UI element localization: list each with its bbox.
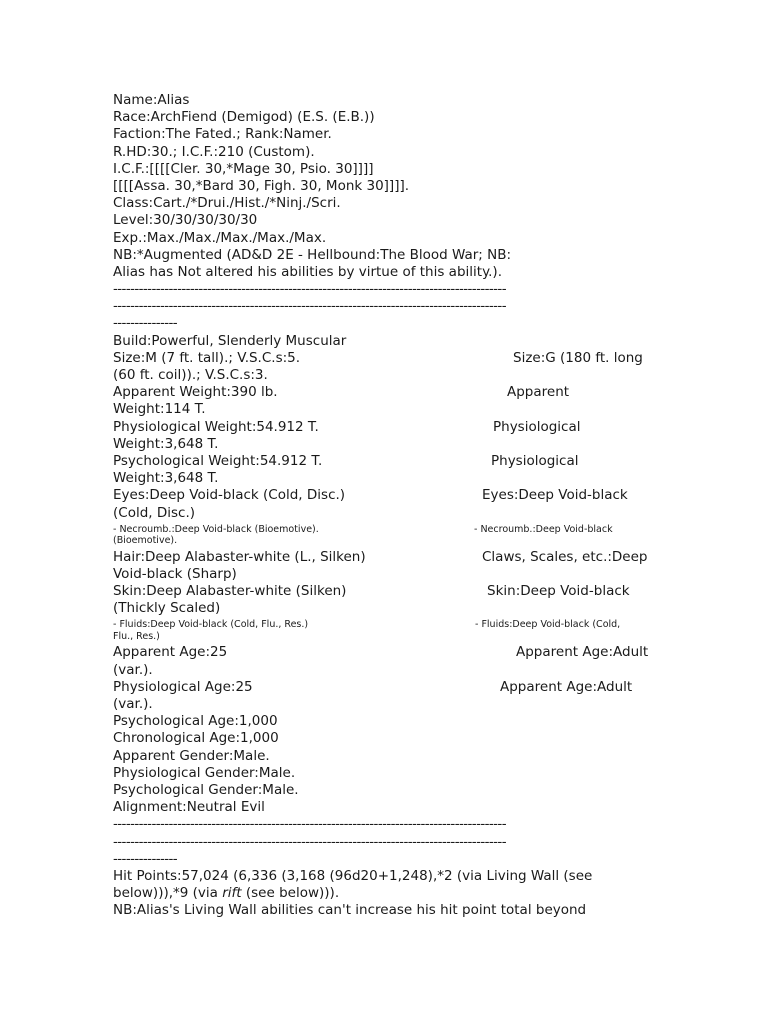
apparent-weight-cont: Weight:114 T. [113,401,206,418]
apparent-age-row [113,644,658,661]
fluids-left: - Fluids:Deep Void-black (Cold, Flu., Res.) [113,619,309,631]
physiological-age-row [113,679,658,696]
eyes-cont: (Cold, Disc.) [113,504,196,521]
eyes-left: Eyes:Deep Void-black (Cold, Disc.) [113,487,346,504]
psychological-gender-line: Psychological Gender:Male. [113,781,299,798]
psychological-weight-row [113,453,658,470]
apparent-age-left: Apparent Age:25 [113,644,228,661]
apparent-age-cont: (var.). [113,661,153,678]
physiological-weight-left: Physiological Weight:54.912 T. [113,418,319,435]
fluids-right: - Fluids:Deep Void-black (Cold, [475,619,621,631]
size-right: Size:G (180 ft. long [513,349,643,366]
skin-left: Skin:Deep Alabaster-white (Silken) [113,583,347,600]
name-line: Name:Alias [113,92,190,108]
hit-points-line-1: Hit Points:57,024 (6,336 (3,168 (96d20+1,248),*2 (via Living Wall (see [113,867,593,884]
physiological-gender-line: Physiological Gender:Male. [113,764,296,781]
physiological-weight-right: Physiological [493,418,581,435]
claws-cont: Void-black (Sharp) [113,565,237,582]
class-line: Class:Cart./*Drui./Hist./*Ninj./Scri. [113,195,341,212]
apparent-age-right: Apparent Age:Adult [516,644,649,661]
physiological-weight-cont: Weight:3,648 T. [113,435,219,452]
rhd-line: R.HD:30.; I.C.F.:210 (Custom). [113,143,315,160]
psychological-weight-left: Psychological Weight:54.912 T. [113,452,323,469]
size-row [113,350,658,367]
necroumb-right: - Necroumb.:Deep Void-black [474,523,613,535]
claws-right: Claws, Scales, etc.:Deep [482,548,648,565]
icf-line-2: [[[[Assa. 30,*Bard 30, Figh. 30, Monk 30]]]]. [113,177,410,194]
exp-line: Exp.:Max./Max./Max./Max./Max. [113,229,327,246]
level-line: Level:30/30/30/30/30 [113,212,258,229]
physiological-age-left: Physiological Age:25 [113,678,253,695]
faction-line: Faction:The Fated.; Rank:Namer. [113,126,332,143]
nb-line-2: Alias has Not altered his abilities by virtue of this ability.). [113,263,502,280]
hit-points-line-3: NB:Alias's Living Wall abilities can't increase his hit point total beyond [113,902,587,919]
fluids-row [113,619,658,631]
hit-points-text: (see below))). [241,885,340,902]
rift-italic: rift [222,885,242,902]
separator-line: -------------------------------------------------------------------------------------------- [113,816,506,833]
icf-line-1: I.C.F.:[[[[Cler. 30,*Mage 30, Psio. 30]]]] [113,160,374,177]
eyes-row [113,487,658,504]
necroumb-row [113,524,658,536]
separator-line: -------------------------------------------------------------------------------------------- [113,281,506,298]
skin-cont: (Thickly Scaled) [113,600,221,617]
chronological-age-line: Chronological Age:1,000 [113,730,279,747]
nb-line-1: NB:*Augmented (AD&D 2E - Hellbound:The Blood War; NB: [113,246,512,263]
physiological-weight-row [113,419,658,436]
hit-points-line-2 [113,885,658,902]
skin-row [113,583,658,600]
fluids-cont [113,631,658,643]
psychological-weight-right: Physiological [491,452,579,469]
physiological-age-cont: (var.). [113,696,153,712]
necroumb-cont-text: (Bioemotive). [113,535,178,547]
physiological-age-right: Apparent Age:Adult [500,678,633,695]
apparent-weight-right: Apparent [507,384,570,401]
psychological-age-line: Psychological Age:1,000 [113,713,278,730]
race-line: Race:ArchFiend (Demigod) (E.S. (E.B.)) [113,109,375,126]
apparent-weight-row [113,384,658,401]
hit-points-text: below))),*9 (via [113,885,223,902]
size-left: Size:M (7 ft. tall).; V.S.C.s:5. [113,349,301,366]
hair-left: Hair:Deep Alabaster-white (L., Silken) [113,548,366,565]
build-line: Build:Powerful, Slenderly Muscular [113,332,347,349]
fluids-cont-text: Flu., Res.) [113,630,160,642]
separator-line: --------------- [113,315,178,332]
skin-right: Skin:Deep Void-black [487,583,630,600]
size-cont: (60 ft. coil)).; V.S.C.s:3. [113,367,268,383]
psychological-weight-cont: Weight:3,648 T. [113,470,219,487]
necroumb-left: - Necroumb.:Deep Void-black (Bioemotive). [113,523,319,535]
hair-row [113,549,658,566]
alignment-line: Alignment:Neutral Evil [113,799,265,816]
eyes-right: Eyes:Deep Void-black [482,487,628,504]
separator-line: --------------- [113,850,178,867]
separator-line: -------------------------------------------------------------------------------------------- [113,833,506,850]
character-sheet [113,92,658,919]
apparent-gender-line: Apparent Gender:Male. [113,747,270,764]
necroumb-cont [113,535,658,547]
separator-line: -------------------------------------------------------------------------------------------- [113,298,506,315]
apparent-weight-left: Apparent Weight:390 lb. [113,384,278,401]
